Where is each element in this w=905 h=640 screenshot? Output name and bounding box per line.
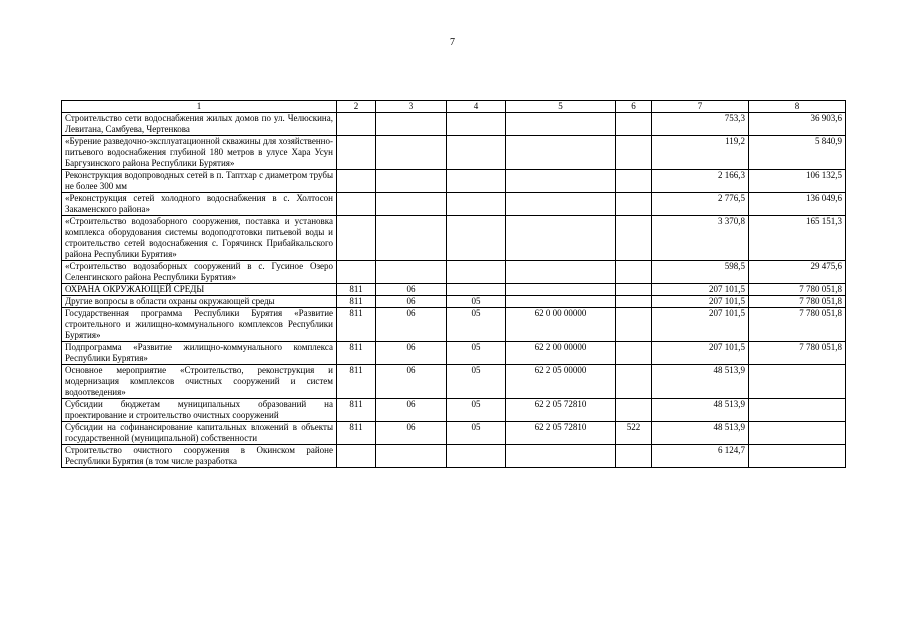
row-name-cell: Субсидии на софинансирование капитальных вложений в объекты государственной (муниципальной) собственности xyxy=(62,422,337,445)
value-cell xyxy=(506,445,616,468)
value-cell: 811 xyxy=(337,284,376,296)
value-cell xyxy=(616,365,652,399)
value-cell: 06 xyxy=(376,365,447,399)
value-cell xyxy=(447,136,506,170)
value-cell: 48 513,9 xyxy=(652,365,749,399)
row-name-cell: Подпрограмма «Развитие жилищно-коммунального комплекса Республики Бурятия» xyxy=(62,342,337,365)
value-cell xyxy=(337,261,376,284)
table-row xyxy=(62,422,846,445)
value-cell: 62 0 00 00000 xyxy=(506,308,616,342)
value-cell: 06 xyxy=(376,296,447,308)
value-cell xyxy=(376,445,447,468)
value-cell: 05 xyxy=(447,296,506,308)
value-cell: 7 780 051,8 xyxy=(749,342,846,365)
value-cell: 06 xyxy=(376,284,447,296)
row-name-cell: Государственная программа Республики Бурятия «Развитие строительного и жилищно-коммунального комплексов Республики Бурятия» xyxy=(62,308,337,342)
value-cell xyxy=(749,399,846,422)
value-cell xyxy=(506,193,616,216)
value-cell xyxy=(506,261,616,284)
value-cell: 207 101,5 xyxy=(652,342,749,365)
value-cell xyxy=(447,170,506,193)
value-cell xyxy=(616,296,652,308)
value-cell: 811 xyxy=(337,342,376,365)
value-cell: 811 xyxy=(337,308,376,342)
table-row xyxy=(62,342,846,365)
value-cell xyxy=(616,136,652,170)
row-name-cell: ОХРАНА ОКРУЖАЮЩЕЙ СРЕДЫ xyxy=(62,284,337,296)
page-number: 7 xyxy=(450,37,455,48)
header-cell: 6 xyxy=(616,101,652,113)
value-cell xyxy=(616,399,652,422)
value-cell: 48 513,9 xyxy=(652,399,749,422)
value-cell xyxy=(337,136,376,170)
value-cell: 207 101,5 xyxy=(652,296,749,308)
value-cell xyxy=(447,445,506,468)
value-cell: 05 xyxy=(447,422,506,445)
value-cell xyxy=(616,193,652,216)
value-cell xyxy=(616,261,652,284)
value-cell xyxy=(616,308,652,342)
value-cell xyxy=(337,193,376,216)
value-cell xyxy=(616,113,652,136)
table-row xyxy=(62,365,846,399)
value-cell: 165 151,3 xyxy=(749,216,846,261)
table-row xyxy=(62,399,846,422)
value-cell xyxy=(447,113,506,136)
value-cell xyxy=(376,136,447,170)
value-cell: 522 xyxy=(616,422,652,445)
table-row xyxy=(62,216,846,261)
value-cell: 207 101,5 xyxy=(652,284,749,296)
value-cell: 106 132,5 xyxy=(749,170,846,193)
value-cell xyxy=(506,296,616,308)
budget-table xyxy=(61,100,846,468)
value-cell xyxy=(376,261,447,284)
value-cell: 2 776,5 xyxy=(652,193,749,216)
value-cell: 3 370,8 xyxy=(652,216,749,261)
value-cell: 7 780 051,8 xyxy=(749,308,846,342)
table-row xyxy=(62,170,846,193)
table-row xyxy=(62,445,846,468)
table-row xyxy=(62,261,846,284)
value-cell: 05 xyxy=(447,365,506,399)
header-cell: 2 xyxy=(337,101,376,113)
value-cell xyxy=(447,261,506,284)
value-cell: 6 124,7 xyxy=(652,445,749,468)
row-name-cell: Другие вопросы в области охраны окружающей среды xyxy=(62,296,337,308)
table-row xyxy=(62,296,846,308)
row-name-cell: «Строительство водозаборного сооружения, поставка и установка комплекса оборудования системы водоподготовки питьевой воды и строительство сетей водоснабжения с. Горячинск Прибайкальского района Республики Бурятия» xyxy=(62,216,337,261)
row-name-text: Строительство очистного сооружения в Окинском районе Республики Бурятия (в том числе разработка xyxy=(65,445,333,466)
table-body xyxy=(62,113,846,468)
value-cell xyxy=(337,445,376,468)
value-cell: 62 2 05 00000 xyxy=(506,365,616,399)
value-cell: 811 xyxy=(337,399,376,422)
value-cell xyxy=(506,113,616,136)
value-cell: 753,3 xyxy=(652,113,749,136)
value-cell: 207 101,5 xyxy=(652,308,749,342)
value-cell: 5 840,9 xyxy=(749,136,846,170)
value-cell: 598,5 xyxy=(652,261,749,284)
header-cell: 7 xyxy=(652,101,749,113)
value-cell: 62 2 00 00000 xyxy=(506,342,616,365)
value-cell: 7 780 051,8 xyxy=(749,296,846,308)
value-cell xyxy=(616,170,652,193)
value-cell: 29 475,6 xyxy=(749,261,846,284)
value-cell xyxy=(506,216,616,261)
value-cell xyxy=(337,113,376,136)
header-cell: 4 xyxy=(447,101,506,113)
value-cell xyxy=(447,284,506,296)
table-row xyxy=(62,193,846,216)
table-row xyxy=(62,284,846,296)
value-cell: 811 xyxy=(337,365,376,399)
value-cell: 7 780 051,8 xyxy=(749,284,846,296)
value-cell xyxy=(616,284,652,296)
value-cell: 06 xyxy=(376,422,447,445)
value-cell: 2 166,3 xyxy=(652,170,749,193)
value-cell xyxy=(376,193,447,216)
value-cell xyxy=(447,193,506,216)
value-cell xyxy=(749,445,846,468)
row-name-cell: Строительство сети водоснабжения жилых домов по ул. Челюскина, Левитана, Самбуева, Чертенкова xyxy=(62,113,337,136)
table-header-row xyxy=(62,101,846,113)
value-cell xyxy=(749,365,846,399)
value-cell xyxy=(506,170,616,193)
value-cell: 06 xyxy=(376,342,447,365)
row-name-cell: «Бурение разведочно-эксплуатационной скважины для хозяйственно-питьевого водоснабжения глубиной 180 метров в улусе Хара Усун Баргузинского района Республики Бурятия» xyxy=(62,136,337,170)
value-cell: 811 xyxy=(337,422,376,445)
value-cell: 119,2 xyxy=(652,136,749,170)
value-cell xyxy=(376,113,447,136)
value-cell xyxy=(447,216,506,261)
value-cell xyxy=(337,216,376,261)
header-cell: 3 xyxy=(376,101,447,113)
value-cell: 36 903,6 xyxy=(749,113,846,136)
value-cell: 06 xyxy=(376,399,447,422)
value-cell: 811 xyxy=(337,296,376,308)
header-cell: 1 xyxy=(62,101,337,113)
value-cell xyxy=(376,170,447,193)
value-cell: 62 2 05 72810 xyxy=(506,422,616,445)
value-cell: 05 xyxy=(447,399,506,422)
value-cell xyxy=(337,170,376,193)
value-cell xyxy=(749,422,846,445)
row-name-cell: «Реконструкция сетей холодного водоснабжения в с. Холтосон Закаменского района» xyxy=(62,193,337,216)
header-cell: 5 xyxy=(506,101,616,113)
row-name-cell: Основное мероприятие «Строительство, реконструкция и модернизация комплексов очистных сооружений и систем водоотведения» xyxy=(62,365,337,399)
row-name-cell: «Строительство водозаборных сооружений в с. Гусиное Озеро Селенгинского района Республики Бурятия» xyxy=(62,261,337,284)
value-cell: 136 049,6 xyxy=(749,193,846,216)
value-cell: 06 xyxy=(376,308,447,342)
value-cell xyxy=(376,216,447,261)
table-row xyxy=(62,113,846,136)
table-cell xyxy=(62,445,337,468)
value-cell xyxy=(506,136,616,170)
value-cell xyxy=(616,342,652,365)
header-cell: 8 xyxy=(749,101,846,113)
row-name-cell: Реконструкция водопроводных сетей в п. Таптхар с диаметром трубы не более 300 мм xyxy=(62,170,337,193)
value-cell: 62 2 05 72810 xyxy=(506,399,616,422)
value-cell xyxy=(616,216,652,261)
row-name-cell: Субсидии бюджетам муниципальных образований на проектирование и строительство очистных сооружений xyxy=(62,399,337,422)
value-cell xyxy=(506,284,616,296)
value-cell: 05 xyxy=(447,342,506,365)
value-cell xyxy=(616,445,652,468)
value-cell: 48 513,9 xyxy=(652,422,749,445)
value-cell: 05 xyxy=(447,308,506,342)
table-row xyxy=(62,308,846,342)
table-row xyxy=(62,136,846,170)
